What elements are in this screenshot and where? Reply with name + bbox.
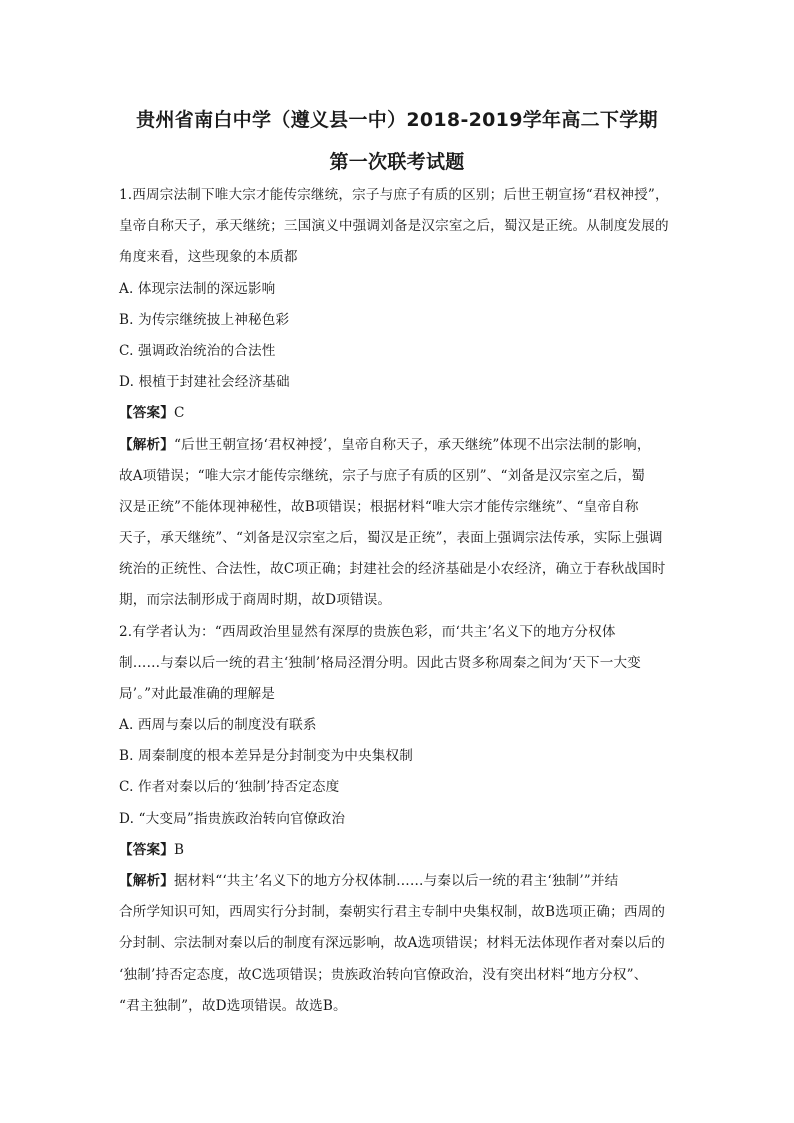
q2-analysis-text-1: 据材料“‘共主’名义下的地方分权体制……与秦以后一统的君主‘独制’”并结 (173, 873, 619, 889)
q1-option-b: B. 为传宗继统披上神秘色彩 (119, 312, 290, 328)
q2-answer (119, 838, 184, 858)
q2-option-c: C. 作者对秦以后的‘独制’持否定态度 (119, 779, 340, 795)
q2-analysis-line-3: 分封制、宗法制对秦以后的制度有深远影响，故A选项错误；材料无法体现作者对秦以后的 (119, 935, 665, 951)
q2-analysis-label: 【解析】 (119, 873, 174, 889)
q2-option-a: A. 西周与秦以后的制度没有联系 (119, 717, 317, 733)
q1-analysis-line-4: 天子，承天继统”、“刘备是汉宗室之后，蜀汉是正统”，表面上强调宗法传承，实际上强调 (119, 530, 663, 546)
q2-analysis-line-4: ‘独制’持否定态度，故C选项错误；贵族政治转向官僚政治，没有突出材料“地方分权”、 (119, 967, 648, 983)
q1-option-d: D. 根植于封建社会经济基础 (119, 374, 290, 390)
q2-analysis-line-1 (119, 869, 618, 889)
q2-analysis-line-5: “君主独制”，故D选项错误。故选B。 (119, 998, 347, 1014)
q1-analysis-line-3: 汉是正统”不能体现神秘性，故B项错误；根据材料“唯大宗才能传宗继统”、“皇帝自称 (119, 499, 639, 515)
q2-stem-line-2: 制……与秦以后一统的君主‘独制’格局泾渭分明。因此古贤多称周秦之间为‘天下一大变 (119, 655, 641, 671)
page-title: 贵州省南白中学（遵义县一中）2018-2019学年高二下学期 (136, 109, 658, 131)
q1-stem-line-3: 角度来看，这些现象的本质都 (119, 249, 298, 265)
q1-analysis-label: 【解析】 (119, 437, 174, 453)
q1-option-a: A. 体现宗法制的深远影响 (119, 281, 276, 297)
q1-answer-label: 【答案】 (119, 405, 174, 421)
q2-option-d: D. “大变局”指贵族政治转向官僚政治 (119, 811, 346, 827)
q1-stem-line-1: 1.西周宗法制下唯大宗才能传宗继统，宗子与庶子有质的区别；后世王朝宣扬“君权神授”， (119, 187, 669, 203)
q1-answer (119, 401, 185, 421)
q1-analysis-line-1 (119, 433, 651, 453)
q1-analysis-text-1: “后世王朝宣扬‘君权神授’，皇帝自称天子，承天继统”体现不出宗法制的影响， (173, 437, 651, 453)
q2-stem-line-3: 局’。”对此最准确的理解是 (119, 686, 275, 702)
q1-stem-line-2: 皇帝自称天子，承天继统；三国演义中强调刘备是汉宗室之后，蜀汉是正统。从制度发展的 (119, 218, 669, 234)
q1-answer-value: C (173, 405, 185, 421)
q1-analysis-line-6: 期，而宗法制形成于商周时期，故D项错误。 (119, 592, 392, 608)
q1-analysis-line-2: 故A项错误；“唯大宗才能传宗继统，宗子与庶子有质的区别”、“刘备是汉宗室之后，蜀 (119, 468, 646, 484)
q2-answer-label: 【答案】 (119, 842, 174, 858)
q1-analysis-line-5: 统治的正统性、合法性，故C项正确；封建社会的经济基础是小农经济，确立于春秋战国时 (119, 561, 666, 577)
q2-answer-value: B (173, 842, 185, 858)
q1-option-c: C. 强调政治统治的合法性 (119, 343, 276, 359)
page-subtitle: 第一次联考试题 (329, 151, 465, 173)
q2-analysis-line-2: 合所学知识可知，西周实行分封制，秦朝实行君主专制中央集权制，故B选项正确；西周的 (119, 904, 666, 920)
q2-option-b: B. 周秦制度的根本差异是分封制变为中央集权制 (119, 748, 413, 764)
q2-stem-line-1: 2.有学者认为：“西周政治里显然有深厚的贵族色彩，而‘共主’名义下的地方分权体 (119, 624, 616, 640)
